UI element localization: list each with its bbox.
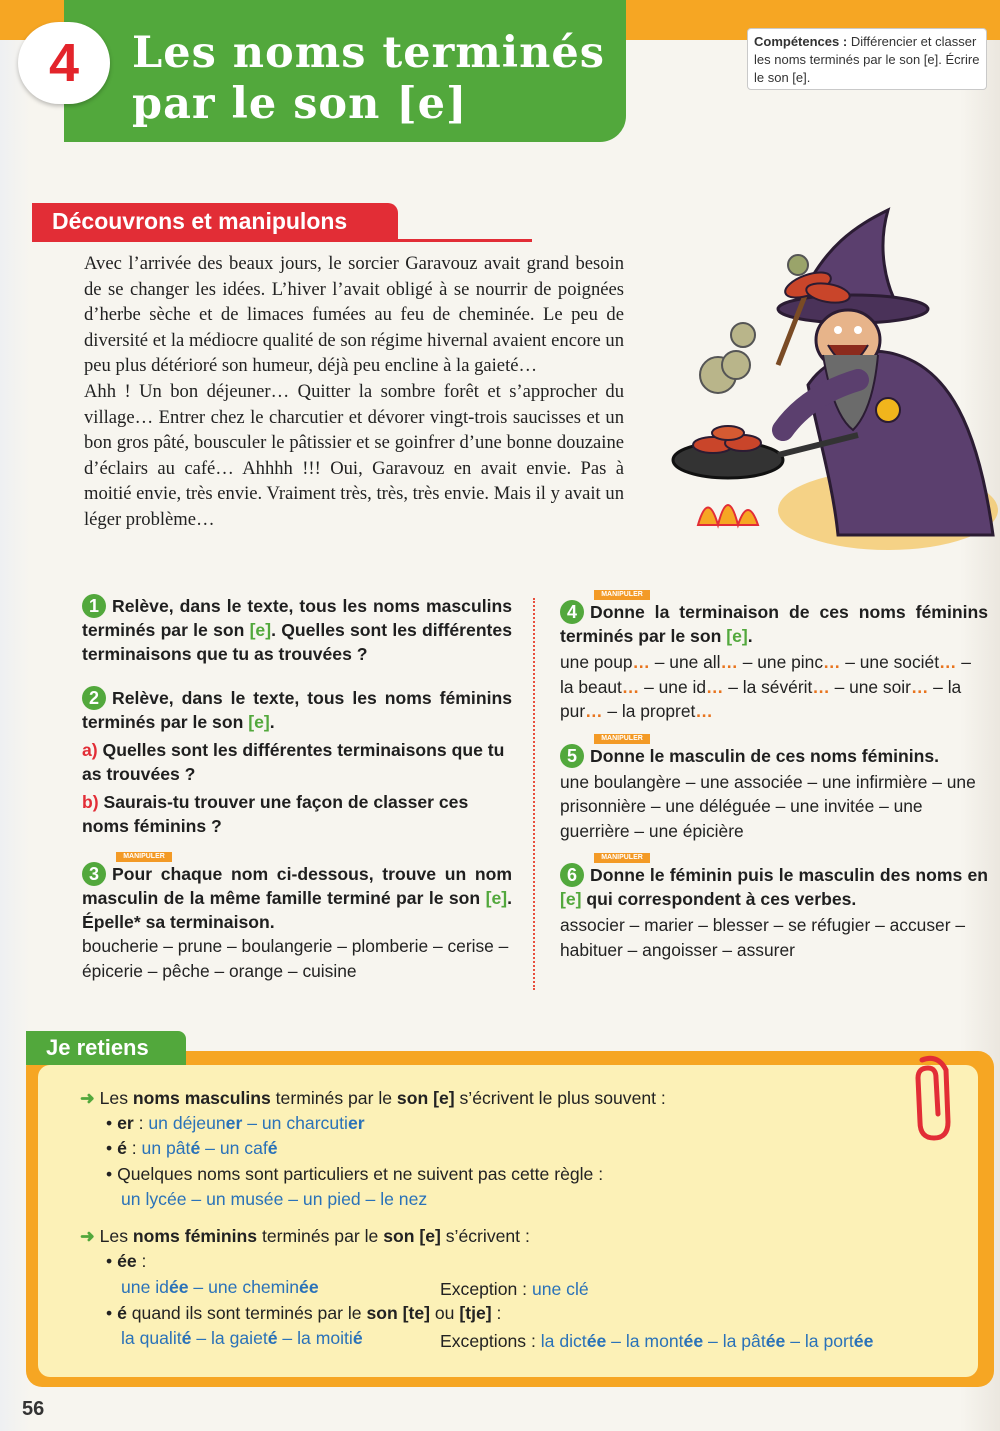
story-text — [84, 251, 624, 533]
rule-e: • é : un pâté – un café — [106, 1138, 278, 1158]
word-separator: – — [840, 652, 860, 672]
exercise-2 — [82, 686, 512, 838]
example-sep: – — [277, 1328, 298, 1348]
story-paragraph-1: Avec l’arrivée des beaux jours, le sorcier Garavouz avait grand besoin de se changer les idées. L’hiver l’avait obligé à se nourrir de poignées d’herbe sèche et de limaces fumées au feu de cheminée. Le peu de diversité et la médiocre qualité de son régime hivernal avaient encore un peu plus détérioré son humeur, déjà peu encline à la gaieté… — [84, 253, 624, 377]
rule-bold: [tje] — [459, 1303, 492, 1323]
rule-text: s’écrivent le plus souvent : — [454, 1088, 666, 1108]
blank-ellipsis: … — [621, 676, 640, 697]
word-separator: – — [956, 652, 971, 672]
example-ending: é — [352, 1328, 363, 1348]
exercise-3-number: 3 — [82, 862, 106, 886]
example-ending: é — [267, 1138, 278, 1158]
exercise-4-number: 4 — [560, 600, 584, 624]
exercise-6-text-a: Donne le féminin puis le masculin des noms en — [590, 865, 988, 885]
exercise-4-words — [560, 650, 988, 724]
example-sep: – — [703, 1331, 723, 1351]
manipuler-tag: MANIPULER — [594, 590, 650, 600]
exercise-5-instruction — [560, 744, 988, 768]
exercise-4-text-a: Donne la terminaison de ces noms féminins terminés par le son — [560, 602, 988, 646]
exercise-3-text-b: . Épelle* sa terminaison. — [82, 888, 512, 932]
exercise-2-sound: [e] — [248, 712, 270, 732]
rule-bold: son [te] — [366, 1303, 430, 1323]
page-title — [132, 28, 622, 130]
example-part: la pât — [722, 1331, 766, 1351]
exercise-2a — [82, 738, 512, 786]
rule-key: é — [117, 1303, 127, 1323]
section-title: Découvrons et manipulons — [32, 203, 398, 239]
example-part: la moiti — [297, 1328, 353, 1348]
rule-text: s’écrivent : — [440, 1226, 530, 1246]
exercise-5-words: une boulangère – une associée – une infirmière – une prisonnière – une déléguée – une invitée – une guerrière – une épicière — [560, 771, 976, 841]
exercise-6 — [560, 853, 988, 962]
word-item: une all — [669, 652, 721, 672]
exercise-5-text: Donne le masculin de ces noms féminins. — [590, 745, 940, 766]
word-item: une poup — [560, 652, 633, 672]
rule-bold: noms féminins — [132, 1226, 258, 1246]
rule-masculin-intro — [80, 1086, 666, 1111]
exercise-2b-letter: b) — [82, 792, 99, 812]
lesson-number: 4 — [48, 33, 80, 93]
rule-te-examples — [121, 1326, 363, 1351]
exercise-1-text-b: . Quelles sont les différentes terminaisons que tu as trouvées ? — [82, 620, 512, 664]
rule-ee-examples — [121, 1275, 319, 1300]
rule-special: • Quelques noms sont particuliers et ne suivent pas cette règle : — [106, 1164, 604, 1184]
word-item: la propret — [621, 701, 696, 721]
exception-label: Exceptions : — [440, 1331, 536, 1351]
rule-key: er — [117, 1113, 134, 1133]
example-ending: ée — [168, 1277, 189, 1297]
exercise-4 — [560, 590, 988, 724]
example-ending: ée — [683, 1331, 704, 1351]
column-divider — [533, 598, 535, 990]
word-item: la pur — [560, 676, 962, 721]
example-part: un pât — [141, 1138, 191, 1158]
exercise-3 — [82, 852, 512, 983]
exercises-right-column — [560, 590, 988, 962]
manipuler-tag: MANIPULER — [594, 734, 650, 744]
rule-te-exceptions — [440, 1329, 873, 1354]
page-number: 56 — [22, 1398, 45, 1420]
manipuler-tag: MANIPULER — [116, 852, 172, 862]
example — [142, 1138, 278, 1158]
competences-label: Compétences : — [754, 34, 848, 49]
exercise-5-number: 5 — [560, 744, 584, 768]
rule-text: quand ils sont terminés par le — [126, 1303, 367, 1323]
rule-er: • er : un déjeuner – un charcutier — [106, 1113, 365, 1133]
example-sep: – — [242, 1113, 262, 1133]
exercise-4-sound: [e] — [726, 626, 748, 646]
rule-text: terminés par le — [257, 1226, 384, 1246]
rule-te: • é quand ils sont terminés par le son [te] ou [tje] : — [106, 1303, 502, 1323]
word-separator: – — [723, 676, 743, 697]
exception-words — [541, 1331, 874, 1351]
competences-box — [747, 28, 987, 90]
rule-text: : — [491, 1303, 502, 1323]
title-line-2: par le son [e] — [132, 79, 468, 129]
exercise-1 — [82, 594, 512, 666]
blank-ellipsis: … — [695, 701, 713, 721]
example-part: un charcuti — [261, 1113, 348, 1133]
rule-text: Les — [99, 1088, 133, 1108]
example-ending: ée — [853, 1331, 874, 1351]
blank-ellipsis: … — [720, 652, 738, 672]
word-item: une pinc — [757, 652, 824, 672]
blank-ellipsis: … — [823, 652, 841, 672]
exercise-6-words: associer – marier – blesser – se réfugier – accuser – habituer – angoisser – assurer — [560, 915, 965, 960]
rule-ee-exception — [440, 1277, 589, 1302]
example-part: la dict — [540, 1331, 587, 1351]
word-separator: – — [928, 676, 948, 697]
example-ending: ée — [299, 1277, 319, 1297]
word-separator: – — [639, 676, 659, 697]
green-arrow-icon: ➜ — [80, 1088, 95, 1108]
blank-ellipsis: … — [585, 701, 603, 721]
word-separator: – — [737, 652, 758, 672]
exception-word: une clé — [531, 1279, 589, 1299]
word-item: la sévérit — [742, 676, 813, 697]
exception-label: Exception : — [440, 1279, 528, 1299]
competences-text: Différencier et classer les noms terminés par le son [e]. Écrire le son [e]. — [754, 34, 980, 85]
title-line-1: Les noms terminés — [132, 28, 605, 78]
exercise-2a-letter: a) — [82, 740, 98, 760]
example-ending: er — [347, 1113, 365, 1133]
exercise-2-number: 2 — [82, 686, 106, 710]
example-part: la gaiet — [211, 1328, 268, 1348]
example-part: une id — [121, 1277, 169, 1297]
example-part: une chemin — [208, 1277, 300, 1297]
rule-bold: son [e] — [396, 1088, 455, 1108]
example-ending: é — [267, 1328, 278, 1348]
rule-text: terminés par le — [270, 1088, 397, 1108]
lesson-number-badge — [18, 22, 110, 104]
exercise-3-text-a: Pour chaque nom ci-dessous, trouve un nom masculin de la même famille terminé par le son — [82, 864, 512, 908]
example-ending: é — [190, 1138, 201, 1158]
example-sep: – — [188, 1277, 209, 1297]
word-separator: – — [649, 652, 670, 672]
exercise-2-instruction — [82, 686, 512, 734]
word-separator: – — [829, 676, 850, 697]
exercise-1-text-a: Relève, dans le texte, tous les noms masculins terminés par le son — [82, 596, 512, 640]
rule-key: ée — [117, 1251, 137, 1271]
example-ending: ée — [765, 1331, 786, 1351]
section-underline — [32, 239, 532, 242]
rule-text: Les — [99, 1226, 133, 1246]
rule-special-examples: un lycée – un musée – un pied – le nez — [121, 1189, 428, 1209]
example-sep: – — [606, 1331, 626, 1351]
exercise-6-text-b: qui correspondent à ces verbes. — [581, 889, 857, 909]
example-ending: é — [181, 1328, 192, 1348]
paperclip-icon — [902, 1052, 958, 1144]
story-paragraph-2: Ahh ! Un bon déjeuner… Quitter la sombre forêt et s’approcher du village… Entrer chez le charcutier et dévorer vingt-trois saucisses et un bon gros pâté, bousculer le pâtissier et se goinfrer d’une bonne douzaine d’éclairs au café… Ahhhh !!! Oui, Garavouz en avait envie. Pas à moitié envie, très envie. Vraiment très, très, très envie. Mais il y avait un léger problème… — [84, 380, 624, 530]
rule-bold: son [e] — [383, 1226, 441, 1246]
example-sep: – — [191, 1328, 212, 1348]
blank-ellipsis: … — [939, 652, 957, 672]
word-separator: – — [602, 701, 622, 721]
exercise-2-text-b: . — [269, 712, 275, 732]
exercise-2a-text: Quelles sont les différentes terminaisons que tu as trouvées ? — [82, 740, 505, 784]
exercise-6-number: 6 — [560, 863, 584, 887]
blank-ellipsis: … — [812, 676, 830, 697]
exercise-2b — [82, 790, 512, 838]
example-part: la port — [804, 1331, 854, 1351]
word-item: une id — [658, 676, 707, 697]
example-part: la mont — [625, 1331, 684, 1351]
exercise-2-text-a: Relève, dans le texte, tous les noms féminins terminés par le son — [82, 688, 512, 732]
rule-text: ou — [430, 1303, 460, 1323]
exercise-1-number: 1 — [82, 594, 106, 618]
exercise-3-instruction — [82, 862, 512, 934]
exercise-6-instruction — [560, 863, 988, 911]
example-part: un caf — [219, 1138, 268, 1158]
example-sep: – — [200, 1138, 220, 1158]
blank-ellipsis: … — [706, 676, 724, 697]
exercises-left-column — [82, 592, 512, 983]
exercise-4-instruction — [560, 600, 988, 648]
word-item: une soir — [849, 676, 911, 697]
word-item: une sociét — [859, 652, 940, 672]
exercise-3-words: boucherie – prune – boulangerie – plomberie – cerise – épicerie – pêche – orange – cuisine — [82, 936, 509, 981]
blank-ellipsis: … — [632, 652, 650, 672]
exercise-6-sound: [e] — [560, 889, 582, 909]
exercise-1-sound: [e] — [249, 620, 272, 640]
blank-ellipsis: … — [910, 676, 929, 697]
example-ending: er — [225, 1113, 243, 1133]
exercise-2b-text: Saurais-tu trouver une façon de classer ces noms féminins ? — [82, 792, 469, 836]
rule-ee: • ée : — [106, 1251, 147, 1271]
rule-bold: noms masculins — [132, 1088, 271, 1108]
exercise-5 — [560, 734, 988, 844]
manipuler-tag: MANIPULER — [594, 853, 650, 863]
je-retiens-title: Je retiens — [26, 1031, 186, 1065]
example-sep: – — [785, 1331, 805, 1351]
example — [148, 1113, 364, 1133]
exercise-4-text-b: . — [747, 626, 753, 646]
word-item: la beaut — [560, 676, 622, 697]
green-arrow-icon: ➜ — [80, 1226, 95, 1246]
example-ending: ée — [586, 1331, 607, 1351]
exercise-3-sound: [e] — [485, 888, 508, 908]
exercise-1-instruction — [82, 594, 512, 666]
example-part: un déjeun — [148, 1113, 226, 1133]
example-part: la qualit — [121, 1328, 182, 1348]
rule-text: Quelques noms sont particuliers et ne suivent pas cette règle : — [117, 1164, 604, 1184]
rule-feminin-intro — [80, 1224, 530, 1249]
rule-key: é — [117, 1138, 127, 1158]
wizard-cooking-illustration — [658, 205, 998, 565]
